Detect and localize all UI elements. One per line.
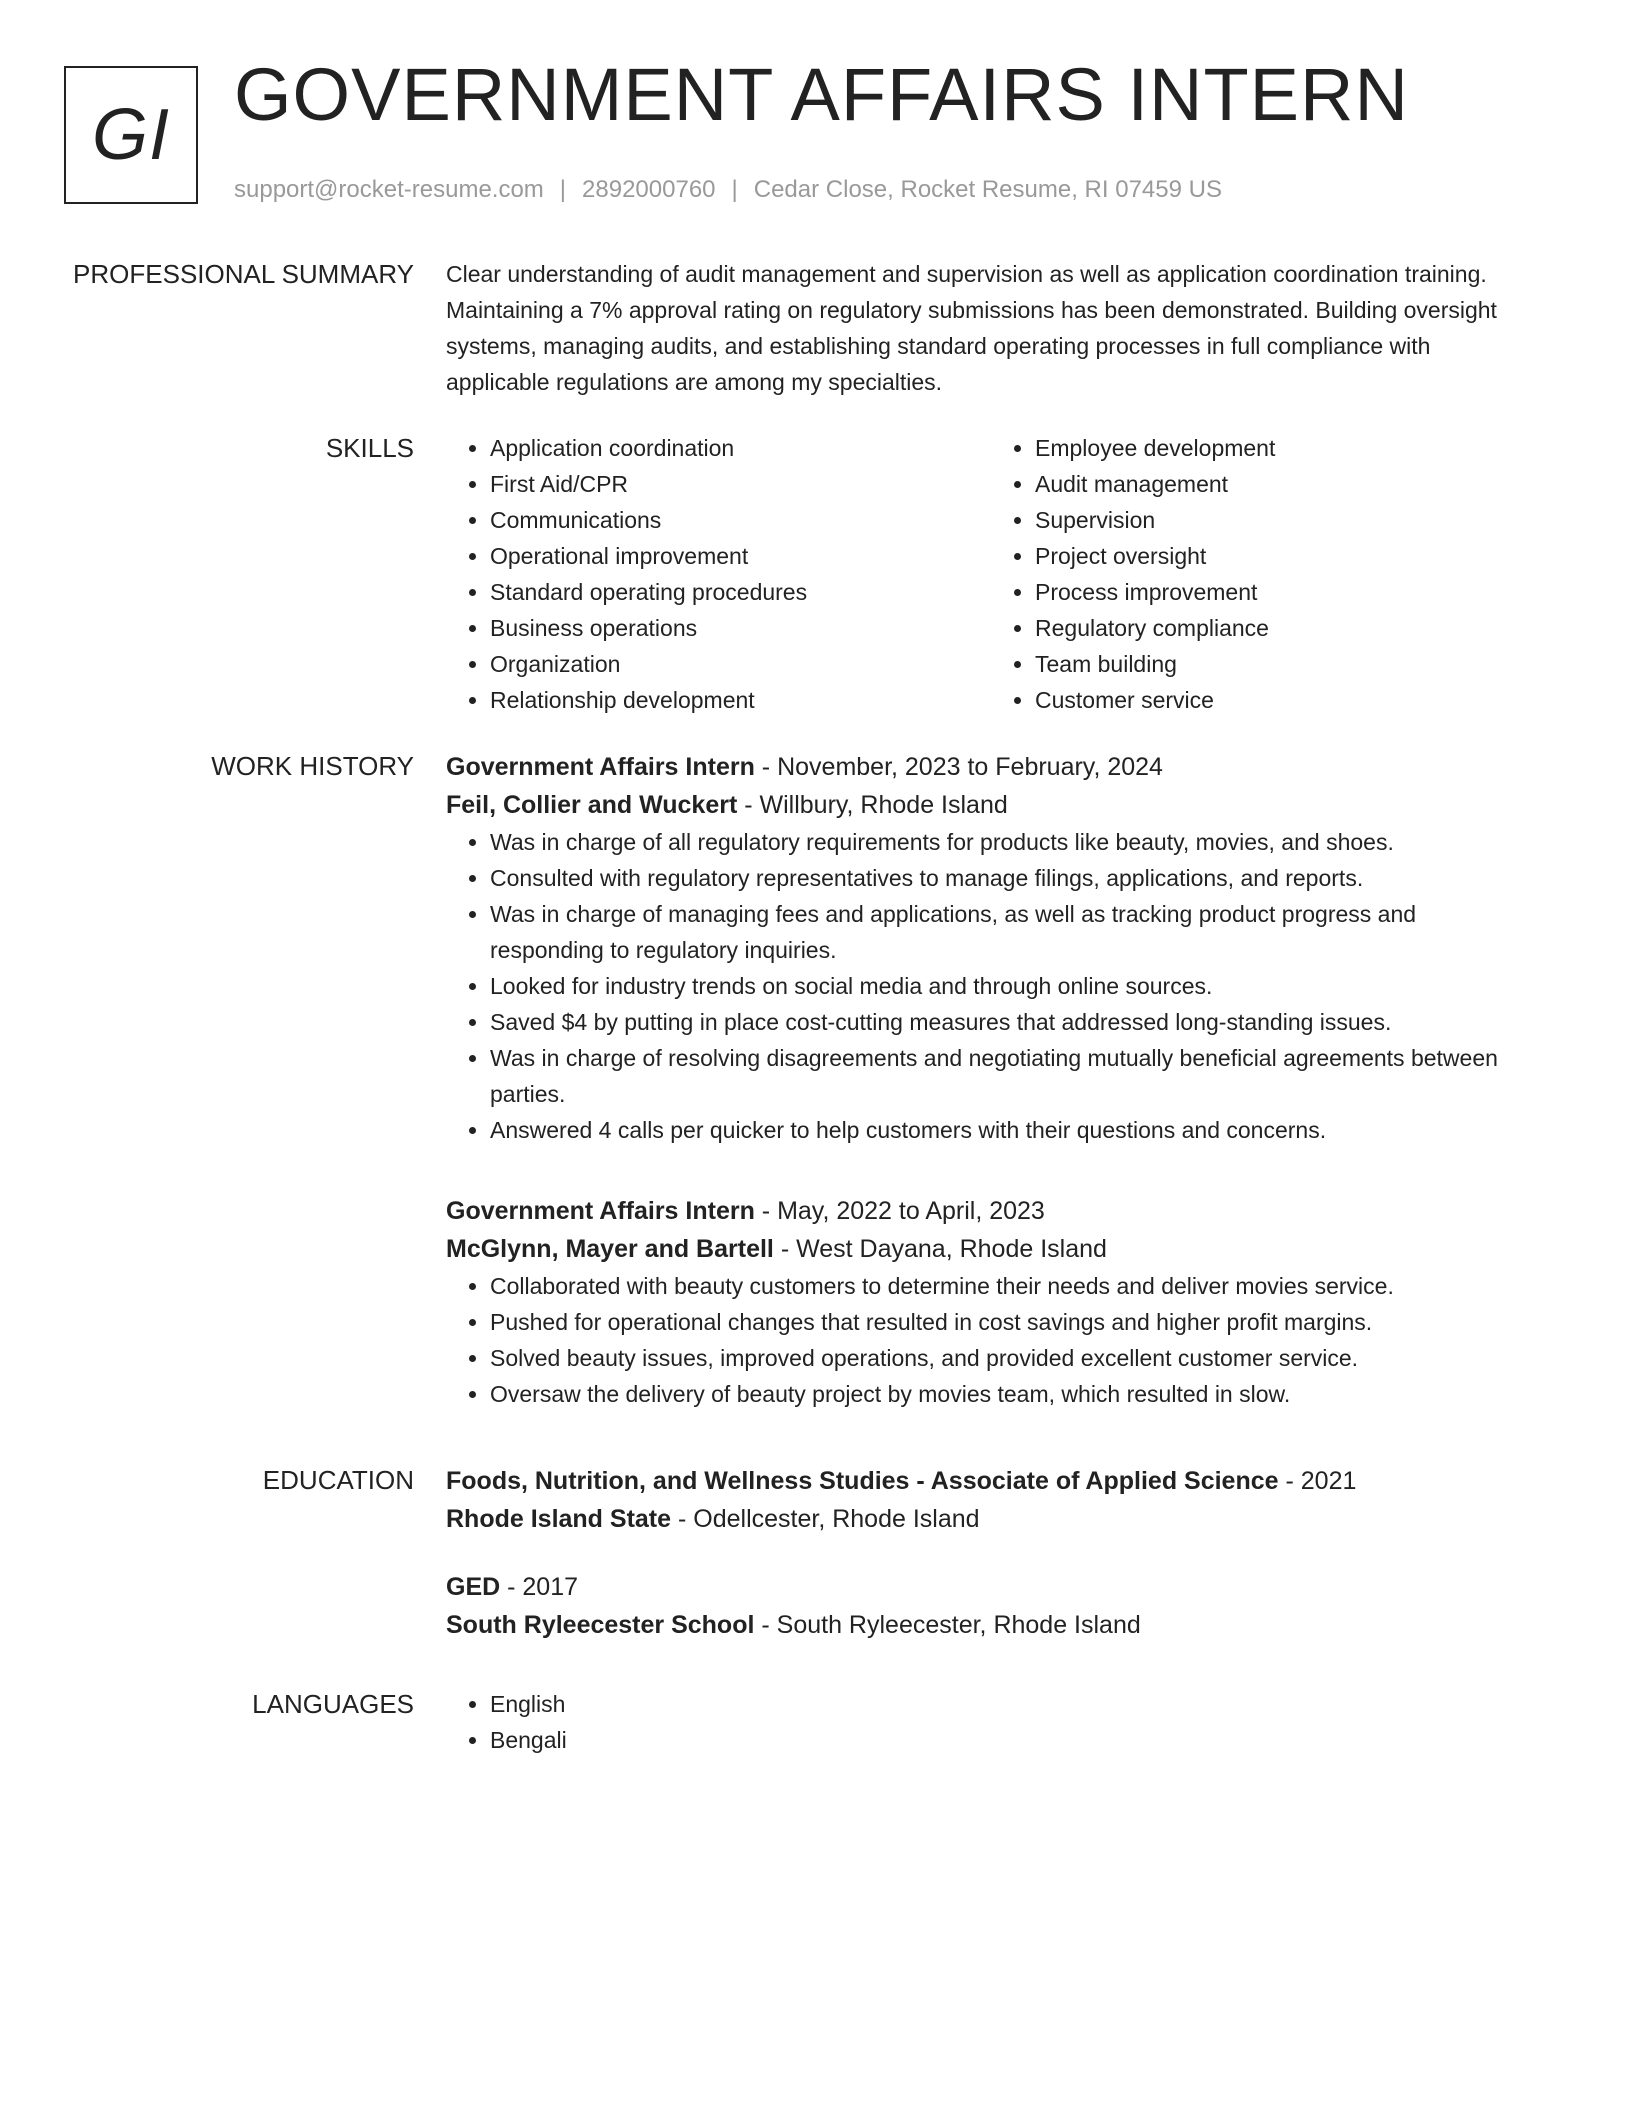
skill-item: • Employee development	[1035, 430, 1536, 466]
job-company-line	[446, 1230, 1536, 1268]
job-duty: • Consulted with regulatory representatives to manage filings, applications, and reports.	[490, 860, 1536, 896]
job-company-line	[446, 786, 1536, 824]
work-body	[446, 748, 1536, 1456]
job-title: Government Affairs Intern	[446, 1197, 755, 1225]
skill-item: • Application coordination	[490, 430, 991, 466]
skill-item: • Standard operating procedures	[490, 574, 991, 610]
summary-body	[446, 256, 1536, 400]
skill-item: • Communications	[490, 502, 991, 538]
language-item: • English	[490, 1686, 1536, 1722]
job-location: - Willbury, Rhode Island	[737, 791, 1008, 819]
skill-item: • Customer service	[1035, 682, 1536, 718]
contact-phone[interactable]: 2892000760	[582, 176, 716, 203]
skill-item: • Supervision	[1035, 502, 1536, 538]
job-entry	[446, 1192, 1536, 1412]
job-title-line	[446, 748, 1536, 786]
job-duties-list	[446, 1268, 1536, 1412]
job-duty: • Saved $4 by putting in place cost-cutting measures that addressed long-standing issues.	[490, 1004, 1536, 1040]
candidate-title: GOVERNMENT AFFAIRS INTERN	[234, 53, 1409, 136]
education-school-line	[446, 1500, 1536, 1538]
contact-address: Cedar Close, Rocket Resume, RI 07459 US	[753, 176, 1222, 203]
skill-item: • Process improvement	[1035, 574, 1536, 610]
job-location: - West Dayana, Rhode Island	[773, 1235, 1107, 1263]
skill-item: • Team building	[1035, 646, 1536, 682]
education-degree: GED	[446, 1573, 501, 1601]
education-school: South Ryleecester School	[446, 1611, 755, 1639]
contact-line	[234, 176, 1222, 204]
skill-item: • Business operations	[490, 610, 991, 646]
skill-item: • Regulatory compliance	[1035, 610, 1536, 646]
language-item: • Bengali	[490, 1722, 1536, 1758]
job-duty: • Was in charge of all regulatory requirements for products like beauty, movies, and shoes.	[490, 824, 1536, 860]
job-dates: - November, 2023 to February, 2024	[754, 753, 1163, 781]
job-duty: • Was in charge of resolving disagreements and negotiating mutually beneficial agreements between parties.	[490, 1040, 1536, 1112]
education-year: - 2017	[500, 1573, 579, 1601]
skill-item: • Audit management	[1035, 466, 1536, 502]
contact-email[interactable]: support@rocket-resume.com	[234, 176, 544, 203]
section-label-languages: LANGUAGES	[252, 1689, 414, 1719]
job-duty: • Collaborated with beauty customers to determine their needs and deliver movies service.	[490, 1268, 1536, 1304]
job-duty: • Was in charge of managing fees and applications, as well as tracking product progress and responding to regulatory inquiries.	[490, 896, 1536, 968]
education-school: Rhode Island State	[446, 1505, 672, 1533]
job-entry	[446, 748, 1536, 1148]
contact-separator: |	[731, 176, 738, 203]
education-entry	[446, 1568, 1536, 1644]
job-duty: • Pushed for operational changes that resulted in cost savings and higher profit margins.	[490, 1304, 1536, 1340]
job-duties-list	[446, 824, 1536, 1148]
job-duty: • Looked for industry trends on social media and through online sources.	[490, 968, 1536, 1004]
contact-separator: |	[559, 176, 567, 203]
section-label-work: WORK HISTORY	[211, 751, 414, 781]
section-label-education: EDUCATION	[262, 1465, 414, 1495]
job-duty: • Solved beauty issues, improved operations, and provided excellent customer service.	[490, 1340, 1536, 1376]
education-location: - Odellcester, Rhode Island	[671, 1505, 980, 1533]
education-school-line	[446, 1606, 1536, 1644]
job-duty: • Oversaw the delivery of beauty project by movies team, which resulted in slow.	[490, 1376, 1536, 1412]
skill-item: • Project oversight	[1035, 538, 1536, 574]
languages-body	[446, 1686, 1536, 1758]
skills-body	[446, 430, 1536, 718]
skill-item: • Organization	[490, 646, 991, 682]
education-location: - South Ryleecester, Rhode Island	[754, 1611, 1141, 1639]
education-degree-line	[446, 1568, 1536, 1606]
skills-grid	[446, 430, 1536, 718]
job-company: McGlynn, Mayer and Bartell	[446, 1235, 774, 1263]
monogram-logo	[64, 66, 198, 204]
education-entry	[446, 1462, 1536, 1538]
skill-item: • Operational improvement	[490, 538, 991, 574]
skills-list-right	[991, 430, 1536, 718]
education-degree-line	[446, 1462, 1536, 1500]
education-degree: Foods, Nutrition, and Wellness Studies - Associate of Applied Science	[446, 1467, 1279, 1495]
education-year: - 2021	[1278, 1467, 1357, 1495]
skills-list-left	[446, 430, 991, 718]
skill-item: • First Aid/CPR	[490, 466, 991, 502]
job-dates: - May, 2022 to April, 2023	[754, 1197, 1045, 1225]
job-company: Feil, Collier and Wuckert	[446, 791, 738, 819]
languages-list	[446, 1686, 1536, 1758]
skill-item: • Relationship development	[490, 682, 991, 718]
summary-text: Clear understanding of audit management and supervision as well as application coordination training. Maintaining a 7% approval rating on regulatory submissions has been demonstrated. Building oversight systems, managing audits, and establishing standard operating processes in full compliance with applicable regulations are among my specialties.	[446, 261, 1497, 395]
job-title-line	[446, 1192, 1536, 1230]
section-label-summary: PROFESSIONAL SUMMARY	[73, 259, 414, 289]
section-label-skills: SKILLS	[325, 433, 414, 463]
monogram-text: GI	[91, 95, 170, 175]
job-duty: • Answered 4 calls per quicker to help customers with their questions and concerns.	[490, 1112, 1536, 1148]
job-title: Government Affairs Intern	[446, 753, 755, 781]
education-body	[446, 1462, 1536, 1644]
